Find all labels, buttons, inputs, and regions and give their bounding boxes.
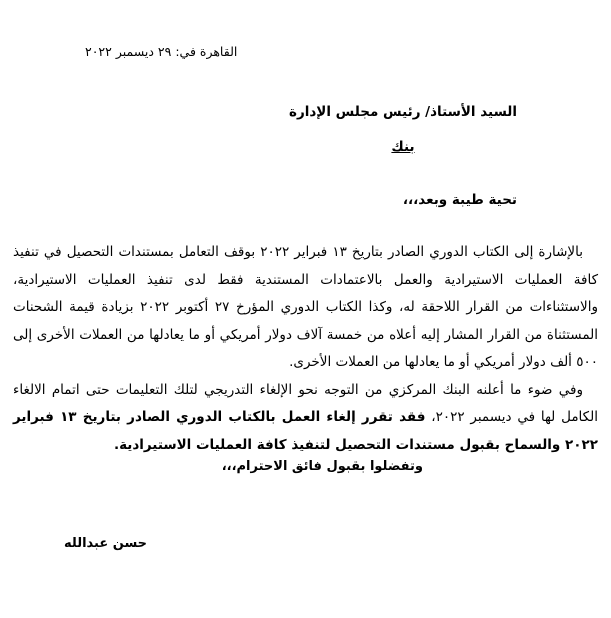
paragraph-2-normal-text: وفي ضوء ما أعلنه البنك المركزي من التوجه نحو الإلغاء التدريجي لتلك التعليمات حتى اتمام الالغاء الكامل لها في ديسمبر ٢٠٢٢، xyxy=(13,381,598,425)
signature-name: حسن عبدالله xyxy=(64,536,148,551)
recipient-block xyxy=(289,103,517,156)
body-paragraph-2 xyxy=(13,377,598,460)
recipient-bank: بنك xyxy=(391,139,415,155)
closing-phrase: وتفضلوا بقبول فائق الاحترام،،، xyxy=(221,459,423,474)
date-line: القاهرة في: ٢٩ ديسمبر ٢٠٢٢ xyxy=(85,44,238,59)
paragraph-2-bold-text: فقد تقرر إلغاء العمل بالكتاب الدوري الصادر بتاريخ ١٣ فبراير ٢٠٢٢ والسماح بقبول مستندات التحصيل لتنفيذ كافة العمليات الاستيرادية. xyxy=(13,409,598,453)
recipient-bank-line xyxy=(289,138,517,156)
salutation: تحية طيبة وبعد،،، xyxy=(402,192,517,208)
body-paragraph-1: بالإشارة إلى الكتاب الدوري الصادر بتاريخ ١٣ فبراير ٢٠٢٢ بوقف التعامل بمستندات التحصيل في تنفيذ كافة العمليات الاستيرادية والعمل بالاعتمادات المستندية فقط لدى تنفيذ العمليات الاستيرادية، والاستثناءات من القرار اللاحقة له، وكذا الكتاب الدوري المؤرخ ٢٧ أكتوبر ٢٠٢٢ بزيادة قيمة الشحنات المستثناة من القرار المشار إليه أعلاه من خمسة آلاف دولار أمريكي أو ما يعادلها من العملات الأخرى إلى ٥٠٠ ألف دولار أمريكي أو ما يعادلها من العملات الأخرى. xyxy=(13,244,598,370)
recipient-title: السيد الأستاذ/ رئيس مجلس الإدارة xyxy=(288,104,517,120)
letter-body xyxy=(13,239,598,459)
